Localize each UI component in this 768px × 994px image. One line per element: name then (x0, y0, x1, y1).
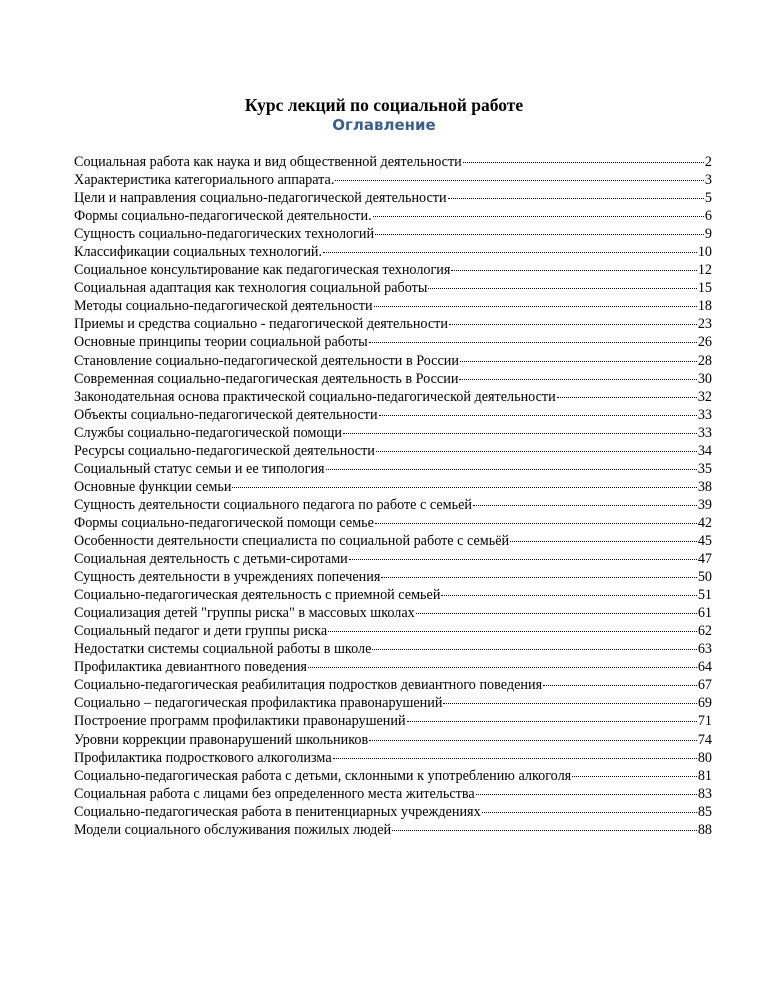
toc-entry-title: Классификации социальных технологий. (74, 244, 323, 261)
toc-entry-page: 38 (697, 478, 712, 495)
dot-leader (449, 324, 697, 325)
toc-entry-page: 9 (704, 226, 712, 243)
toc-entry[interactable] (74, 749, 712, 767)
toc-heading: Оглавление (332, 116, 436, 134)
dot-leader (335, 180, 704, 181)
dot-leader (557, 397, 697, 398)
toc-entry-page: 12 (697, 262, 712, 279)
toc-entry-page: 5 (704, 190, 712, 207)
document-title: Курс лекций по социальной работе (244, 95, 524, 115)
toc-entry-page: 32 (697, 388, 712, 405)
dot-leader (379, 415, 697, 416)
dot-leader (510, 541, 697, 542)
toc-entry[interactable] (74, 225, 712, 243)
toc-entry-page: 28 (697, 352, 712, 369)
toc-entry[interactable] (74, 171, 712, 189)
toc-entry[interactable] (74, 189, 712, 207)
dot-leader (376, 451, 697, 452)
toc-entry-page: 39 (697, 496, 712, 513)
toc-entry-page: 15 (697, 280, 712, 297)
toc-entry-title: Социальный статус семьи и ее типология (74, 460, 325, 477)
toc-entry-page: 50 (697, 569, 712, 586)
dot-leader (460, 361, 697, 362)
toc-entry-page: 45 (697, 532, 712, 549)
toc-entry-page: 6 (704, 208, 712, 225)
dot-leader (441, 595, 696, 596)
toc-entry-title: Уровни коррекции правонарушений школьников (74, 731, 369, 748)
toc-entry[interactable] (74, 604, 712, 622)
toc-entry[interactable] (74, 424, 712, 442)
toc-entry-page: 62 (697, 623, 712, 640)
toc-entry-page: 61 (697, 605, 712, 622)
toc-entry-title: Основные функции семьи (74, 478, 232, 495)
dot-leader (328, 631, 697, 632)
toc-entry-page: 83 (697, 785, 712, 802)
dot-leader (473, 505, 697, 506)
table-of-contents (74, 153, 712, 839)
toc-entry-page: 33 (697, 424, 712, 441)
toc-entry-title: Социальная деятельность с детьми-сиротами (74, 551, 348, 568)
toc-entry-page: 23 (697, 316, 712, 333)
toc-entry-title: Социально-педагогическая деятельность с приемной семьей (74, 587, 441, 604)
dot-leader (343, 433, 697, 434)
dot-leader (369, 740, 697, 741)
toc-entry[interactable] (74, 352, 712, 370)
dot-leader (381, 577, 696, 578)
dot-leader (543, 685, 697, 686)
toc-entry[interactable] (74, 333, 712, 351)
toc-entry-title: Методы социально-педагогической деятельности (74, 298, 373, 315)
toc-entry-page: 34 (697, 442, 712, 459)
toc-entry[interactable] (74, 622, 712, 640)
toc-entry-page: 26 (697, 334, 712, 351)
dot-leader (428, 288, 696, 289)
toc-entry-title: Социальная работа с лицами без определенного места жительства (74, 785, 475, 802)
toc-entry[interactable] (74, 315, 712, 333)
toc-entry-title: Современная социально-педагогическая деятельность в России (74, 370, 459, 387)
toc-entry[interactable] (74, 153, 712, 171)
toc-entry-title: Основные принципы теории социальной работы (74, 334, 368, 351)
toc-entry[interactable] (74, 514, 712, 532)
toc-entry[interactable] (74, 676, 712, 694)
toc-entry-title: Социально-педагогическая работа в пенитенциарных учреждениях (74, 803, 481, 820)
dot-leader (373, 216, 704, 217)
dot-leader (451, 270, 696, 271)
dot-leader (448, 198, 704, 199)
toc-entry[interactable] (74, 243, 712, 261)
toc-entry-title: Недостатки системы социальной работы в школе (74, 641, 372, 658)
toc-entry-title: Социально-педагогическая реабилитация подростков девиантного поведения (74, 677, 543, 694)
toc-entry-page: 35 (697, 460, 712, 477)
toc-entry-page: 64 (697, 659, 712, 676)
toc-entry[interactable] (74, 297, 712, 315)
dot-leader (349, 559, 697, 560)
toc-entry-title: Модели социального обслуживания пожилых людей (74, 821, 392, 838)
toc-entry[interactable] (74, 207, 712, 225)
toc-entry-title: Социальный педагог и дети группы риска (74, 623, 328, 640)
toc-entry-page: 67 (697, 677, 712, 694)
toc-entry[interactable] (74, 803, 712, 821)
dot-leader (375, 523, 697, 524)
dot-leader (308, 667, 697, 668)
toc-entry[interactable] (74, 694, 712, 712)
dot-leader (372, 649, 696, 650)
toc-entry-title: Приемы и средства социально - педагогической деятельности (74, 316, 448, 333)
dot-leader (375, 234, 704, 235)
toc-entry-title: Сущность деятельности в учреждениях попечения (74, 569, 381, 586)
toc-entry[interactable] (74, 767, 712, 785)
toc-entry-page: 69 (697, 695, 712, 712)
toc-entry-title: Профилактика подросткового алкоголизма (74, 749, 332, 766)
toc-entry[interactable] (74, 640, 712, 658)
dot-leader (459, 379, 696, 380)
toc-entry-page: 71 (697, 713, 712, 730)
toc-entry-page: 42 (697, 514, 712, 531)
toc-entry-page: 85 (697, 803, 712, 820)
toc-entry-title: Ресурсы социально-педагогической деятельности (74, 442, 375, 459)
toc-entry[interactable] (74, 568, 712, 586)
toc-entry-title: Сущность деятельности социального педагога по работе с семьей (74, 496, 472, 513)
toc-entry-title: Сущность социально-педагогических технологий (74, 226, 375, 243)
toc-entry-title: Становление социально-педагогической деятельности в России (74, 352, 459, 369)
toc-entry-page: 30 (697, 370, 712, 387)
toc-entry-page: 63 (697, 641, 712, 658)
dot-leader (369, 342, 697, 343)
toc-entry-title: Законодательная основа практической социально-педагогической деятельности (74, 388, 556, 405)
toc-entry[interactable] (74, 442, 712, 460)
toc-entry-title: Социально – педагогическая профилактика правонарушений (74, 695, 443, 712)
toc-entry-page: 88 (697, 821, 712, 838)
dot-leader (572, 776, 697, 777)
toc-entry-title: Характеристика категориального аппарата. (74, 172, 335, 189)
dot-leader (416, 613, 697, 614)
toc-entry-title: Профилактика девиантного поведения (74, 659, 307, 676)
toc-entry[interactable] (74, 550, 712, 568)
toc-entry-page: 18 (697, 298, 712, 315)
toc-entry-title: Формы социально-педагогической деятельности. (74, 208, 372, 225)
toc-entry-page: 80 (697, 749, 712, 766)
toc-entry-title: Цели и направления социально-педагогической деятельности (74, 190, 447, 207)
toc-entry[interactable] (74, 388, 712, 406)
toc-entry-page: 10 (697, 244, 712, 261)
toc-entry-title: Объекты социально-педагогической деятельности (74, 406, 378, 423)
toc-entry[interactable] (74, 731, 712, 749)
toc-entry[interactable] (74, 279, 712, 297)
toc-entry-title: Формы социально-педагогической помощи семье (74, 514, 374, 531)
toc-entry[interactable] (74, 586, 712, 604)
toc-entry[interactable] (74, 821, 712, 839)
toc-entry[interactable] (74, 712, 712, 730)
toc-entry-title: Особенности деятельности специалиста по социальной работе с семьёй (74, 532, 510, 549)
dot-leader (476, 794, 697, 795)
toc-entry[interactable] (74, 496, 712, 514)
toc-entry[interactable] (74, 460, 712, 478)
dot-leader (443, 703, 696, 704)
toc-entry[interactable] (74, 370, 712, 388)
dot-leader (323, 252, 697, 253)
toc-entry-page: 51 (697, 587, 712, 604)
toc-entry-page: 2 (704, 154, 712, 170)
toc-entry[interactable] (74, 261, 712, 279)
toc-entry-page: 33 (697, 406, 712, 423)
dot-leader (374, 306, 697, 307)
dot-leader (482, 812, 697, 813)
dot-leader (326, 469, 697, 470)
toc-entry[interactable] (74, 785, 712, 803)
toc-entry-title: Построение программ профилактики правонарушений (74, 713, 406, 730)
toc-entry-page: 74 (697, 731, 712, 748)
toc-entry-title: Социальная работа как наука и вид общественной деятельности (74, 154, 462, 170)
dot-leader (407, 721, 697, 722)
toc-entry-page: 3 (704, 172, 712, 189)
dot-leader (232, 487, 696, 488)
toc-entry[interactable] (74, 658, 712, 676)
toc-entry-title: Социализация детей "группы риска" в массовых школах (74, 605, 415, 622)
dot-leader (333, 758, 697, 759)
dot-leader (392, 830, 697, 831)
dot-leader (463, 162, 704, 163)
toc-entry-title: Социально-педагогическая работа с детьми, склонными к употреблению алкоголя (74, 767, 572, 784)
toc-entry-title: Службы социально-педагогической помощи (74, 424, 343, 441)
toc-entry[interactable] (74, 478, 712, 496)
toc-entry[interactable] (74, 406, 712, 424)
toc-entry-page: 81 (697, 767, 712, 784)
toc-entry[interactable] (74, 532, 712, 550)
toc-entry-title: Социальная адаптация как технология социальной работы (74, 280, 428, 297)
toc-entry-page: 47 (697, 551, 712, 568)
toc-entry-title: Социальное консультирование как педагогическая технология (74, 262, 451, 279)
